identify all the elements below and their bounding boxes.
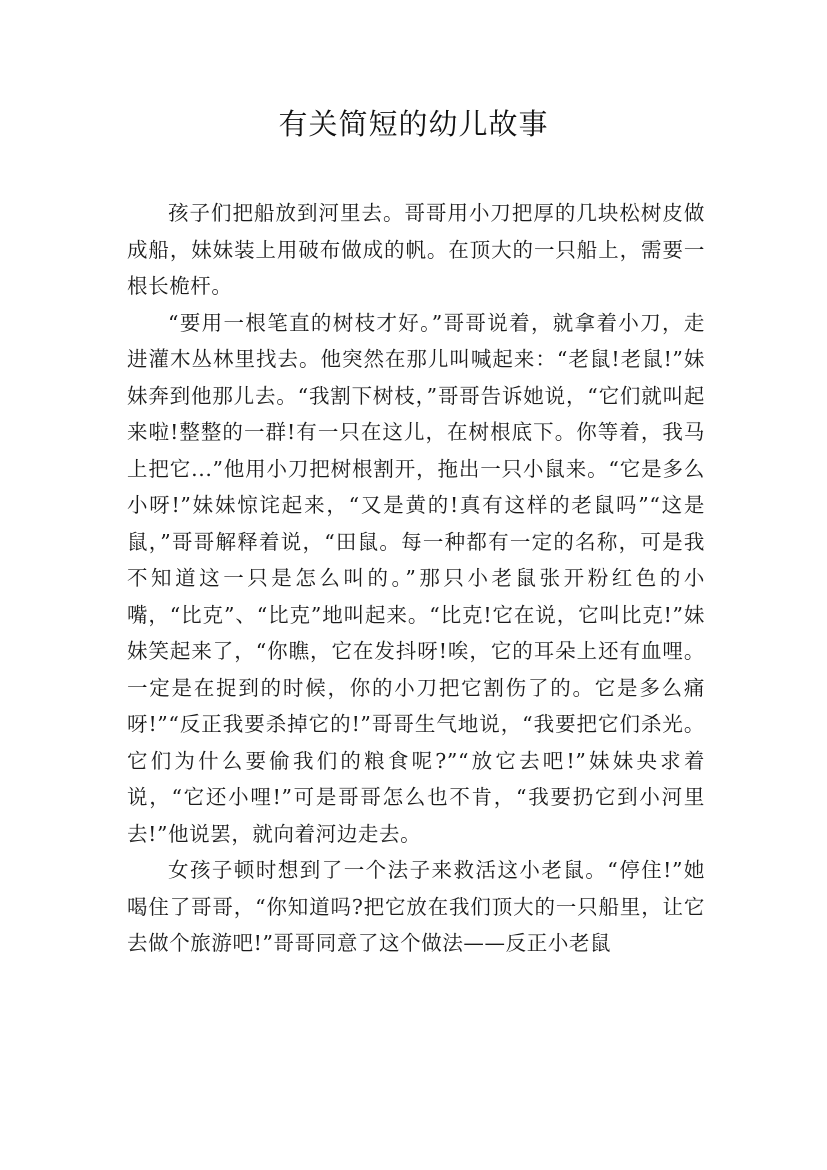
paragraph-3: 女孩子顿时想到了一个法子来救活这小老鼠。“停住!”她喝住了哥哥，“你知道吗?把它放在我们顶大的一只船里，让它去做个旅游吧!”哥哥同意了这个做法——反正小老鼠 xyxy=(127,858,705,955)
paragraph-1: 孩子们把船放到河里去。哥哥用小刀把厚的几块松树皮做成船，妹妹装上用破布做成的帆。在顶大的一只船上，需要一根长桅杆。 xyxy=(127,201,705,298)
document-body xyxy=(127,195,705,962)
document-title: 有关简短的幼儿故事 xyxy=(278,107,549,141)
paragraph-2: “要用一根笔直的树枝才好。”哥哥说着，就拿着小刀，走进灌木丛林里找去。他突然在那儿叫喊起来：“老鼠!老鼠!”妹妹奔到他那儿去。“我割下树枝，”哥哥告诉她说，“它们就叫起来啦!整整的一群!有一只在这儿，在树根底下。你等着，我马上把它...”他用小刀把树根割开，拖出一只小鼠来。“它是多么小呀!”妹妹惊诧起来，“又是黄的!真有这样的老鼠吗”“这是鼠，”哥哥解释着说，“田鼠。每一种都有一定的名称，可是我不知道这一只是怎么叫的。”那只小老鼠张开粉红色的小嘴，“比克”、“比克”地叫起来。“比克!它在说，它叫比克!”妹妹笑起来了，“你瞧，它在发抖呀!唉，它的耳朵上还有血哩。一定是在捉到的时候，你的小刀把它割伤了的。它是多么痛呀!”“反正我要杀掉它的!”哥哥生气地说，“我要把它们杀光。它们为什么要偷我们的粮食呢?”“放它去吧!”妹妹央求着说，“它还小哩!”可是哥哥怎么也不肯，“我要扔它到小河里去!”他说罢，就向着河边走去。 xyxy=(127,310,705,846)
